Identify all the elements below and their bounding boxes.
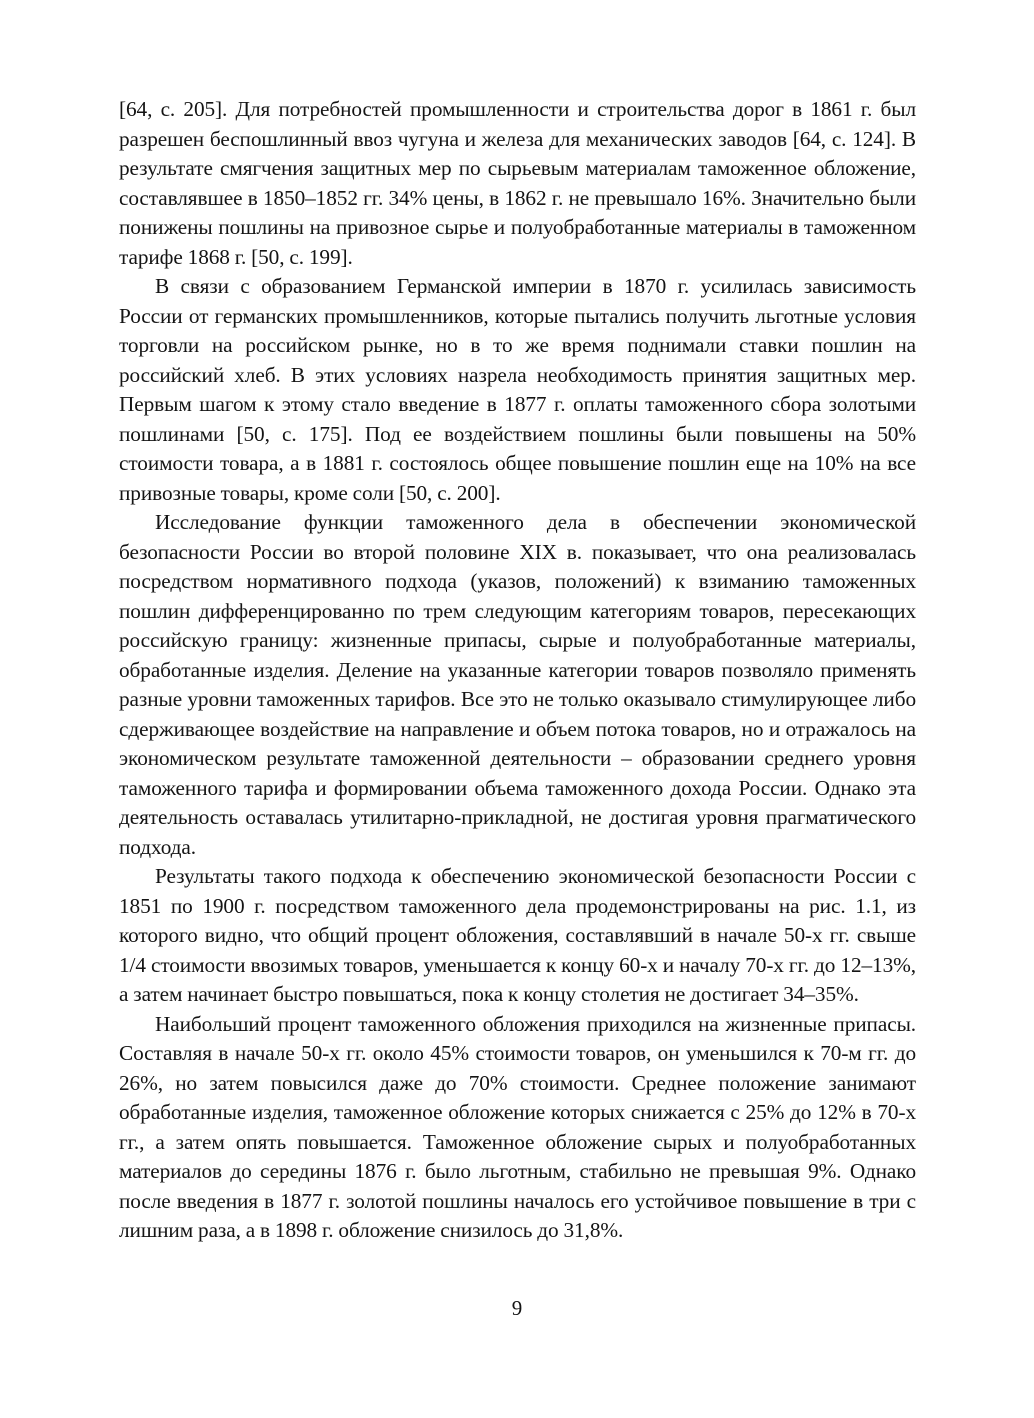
paragraph-results: Результаты такого подхода к обеспечению экономической безопасности России с 1851 по 1900 г. посредством таможенного дела продемонстрированы на рис. 1.1, из которого видно, что общий процент обложения, составлявший в начале 50-х гг. свыше 1/4 стоимости ввозимых товаров, уменьшается к концу 60-х и началу 70-х гг. до 12–13%, а затем начинает быстро повышаться, пока к концу столетия не достигает 34–35%. (119, 864, 916, 1006)
paragraph-customs-function: Исследование функции таможенного дела в обеспечении экономической безопасности России во второй половине XIX в. показывает, что она реализовалась посредством нормативного подхода (указов, положений) к взиманию таможенных пошлин дифференцированно по трем следующим категориям товаров, пересекающих российскую границу: жизненные припасы, сырые и полуобработанные материалы, обработанные изделия. Деление на указанные категории товаров позволяло применять разные уровни таможенных тарифов. Все это не только оказывало стимулирующее либо сдерживающее воздействие на направление и объем потока товаров, но и отражалось на экономическом результате таможенной деятельности – образовании среднего уровня таможенного тарифа и формировании объема таможенного дохода России. Однако эта деятельность оставалась утилитарно-прикладной, не достигая уровня прагматического подхода. (119, 510, 916, 859)
paragraph-highest-tariff: Наибольший процент таможенного обложения приходился на жизненные припасы. Составляя в начале 50-х гг. около 45% стоимости товаров, он уменьшился к 70-м гг. до 26%, но затем повысился даже до 70% стоимости. Среднее положение занимают обработанные изделия, таможенное обложение которых снижается с 25% до 12% в 70-х гг., а затем опять повышается. Таможенное обложение сырых и полуобработанных материалов до середины 1876 г. было льготным, стабильно не превышая 9%. Однако после введения в 1877 г. золотой пошлины началось его устойчивое повышение в три с лишним раза, а в 1898 г. обложение снизилось до 31,8%. (119, 1011, 916, 1242)
paragraph-german-empire: В связи с образованием Германской империи в 1870 г. усилилась зависимость России от германских промышленников, которые пытались получить льготные условия торговли на российском рынке, но в то же время поднимали ставки пошлин на российский хлеб. В этих условиях назрела необходимость принятия защитных мер. Первым шагом к этому стало введение в 1877 г. оплаты таможенного сбора золотыми пошлинами [50, с. 175]. Под ее воздействием пошлины были повышены на 50% стоимости товара, а в 1881 г. состоялось общее повышение пошлин еще на 10% на все привозные товары, кроме соли [50, с. 200]. (119, 274, 916, 505)
page-number: 9 (511, 1296, 523, 1320)
page-body (119, 95, 916, 1246)
paragraph-continuation: [64, с. 205]. Для потребностей промышленности и строительства дорог в 1861 г. был разрешен беспошлинный ввоз чугуна и железа для механических заводов [64, с. 124]. В результате смягчения защитных мер по сырьевым материалам таможенное обложение, составлявшее в 1850–1852 гг. 34% цены, в 1862 г. не превышало 16%. Значительно были понижены пошлины на привозное сырье и полуобработанные материалы в таможенном тарифе 1868 г. [50, с. 199]. (119, 97, 916, 269)
